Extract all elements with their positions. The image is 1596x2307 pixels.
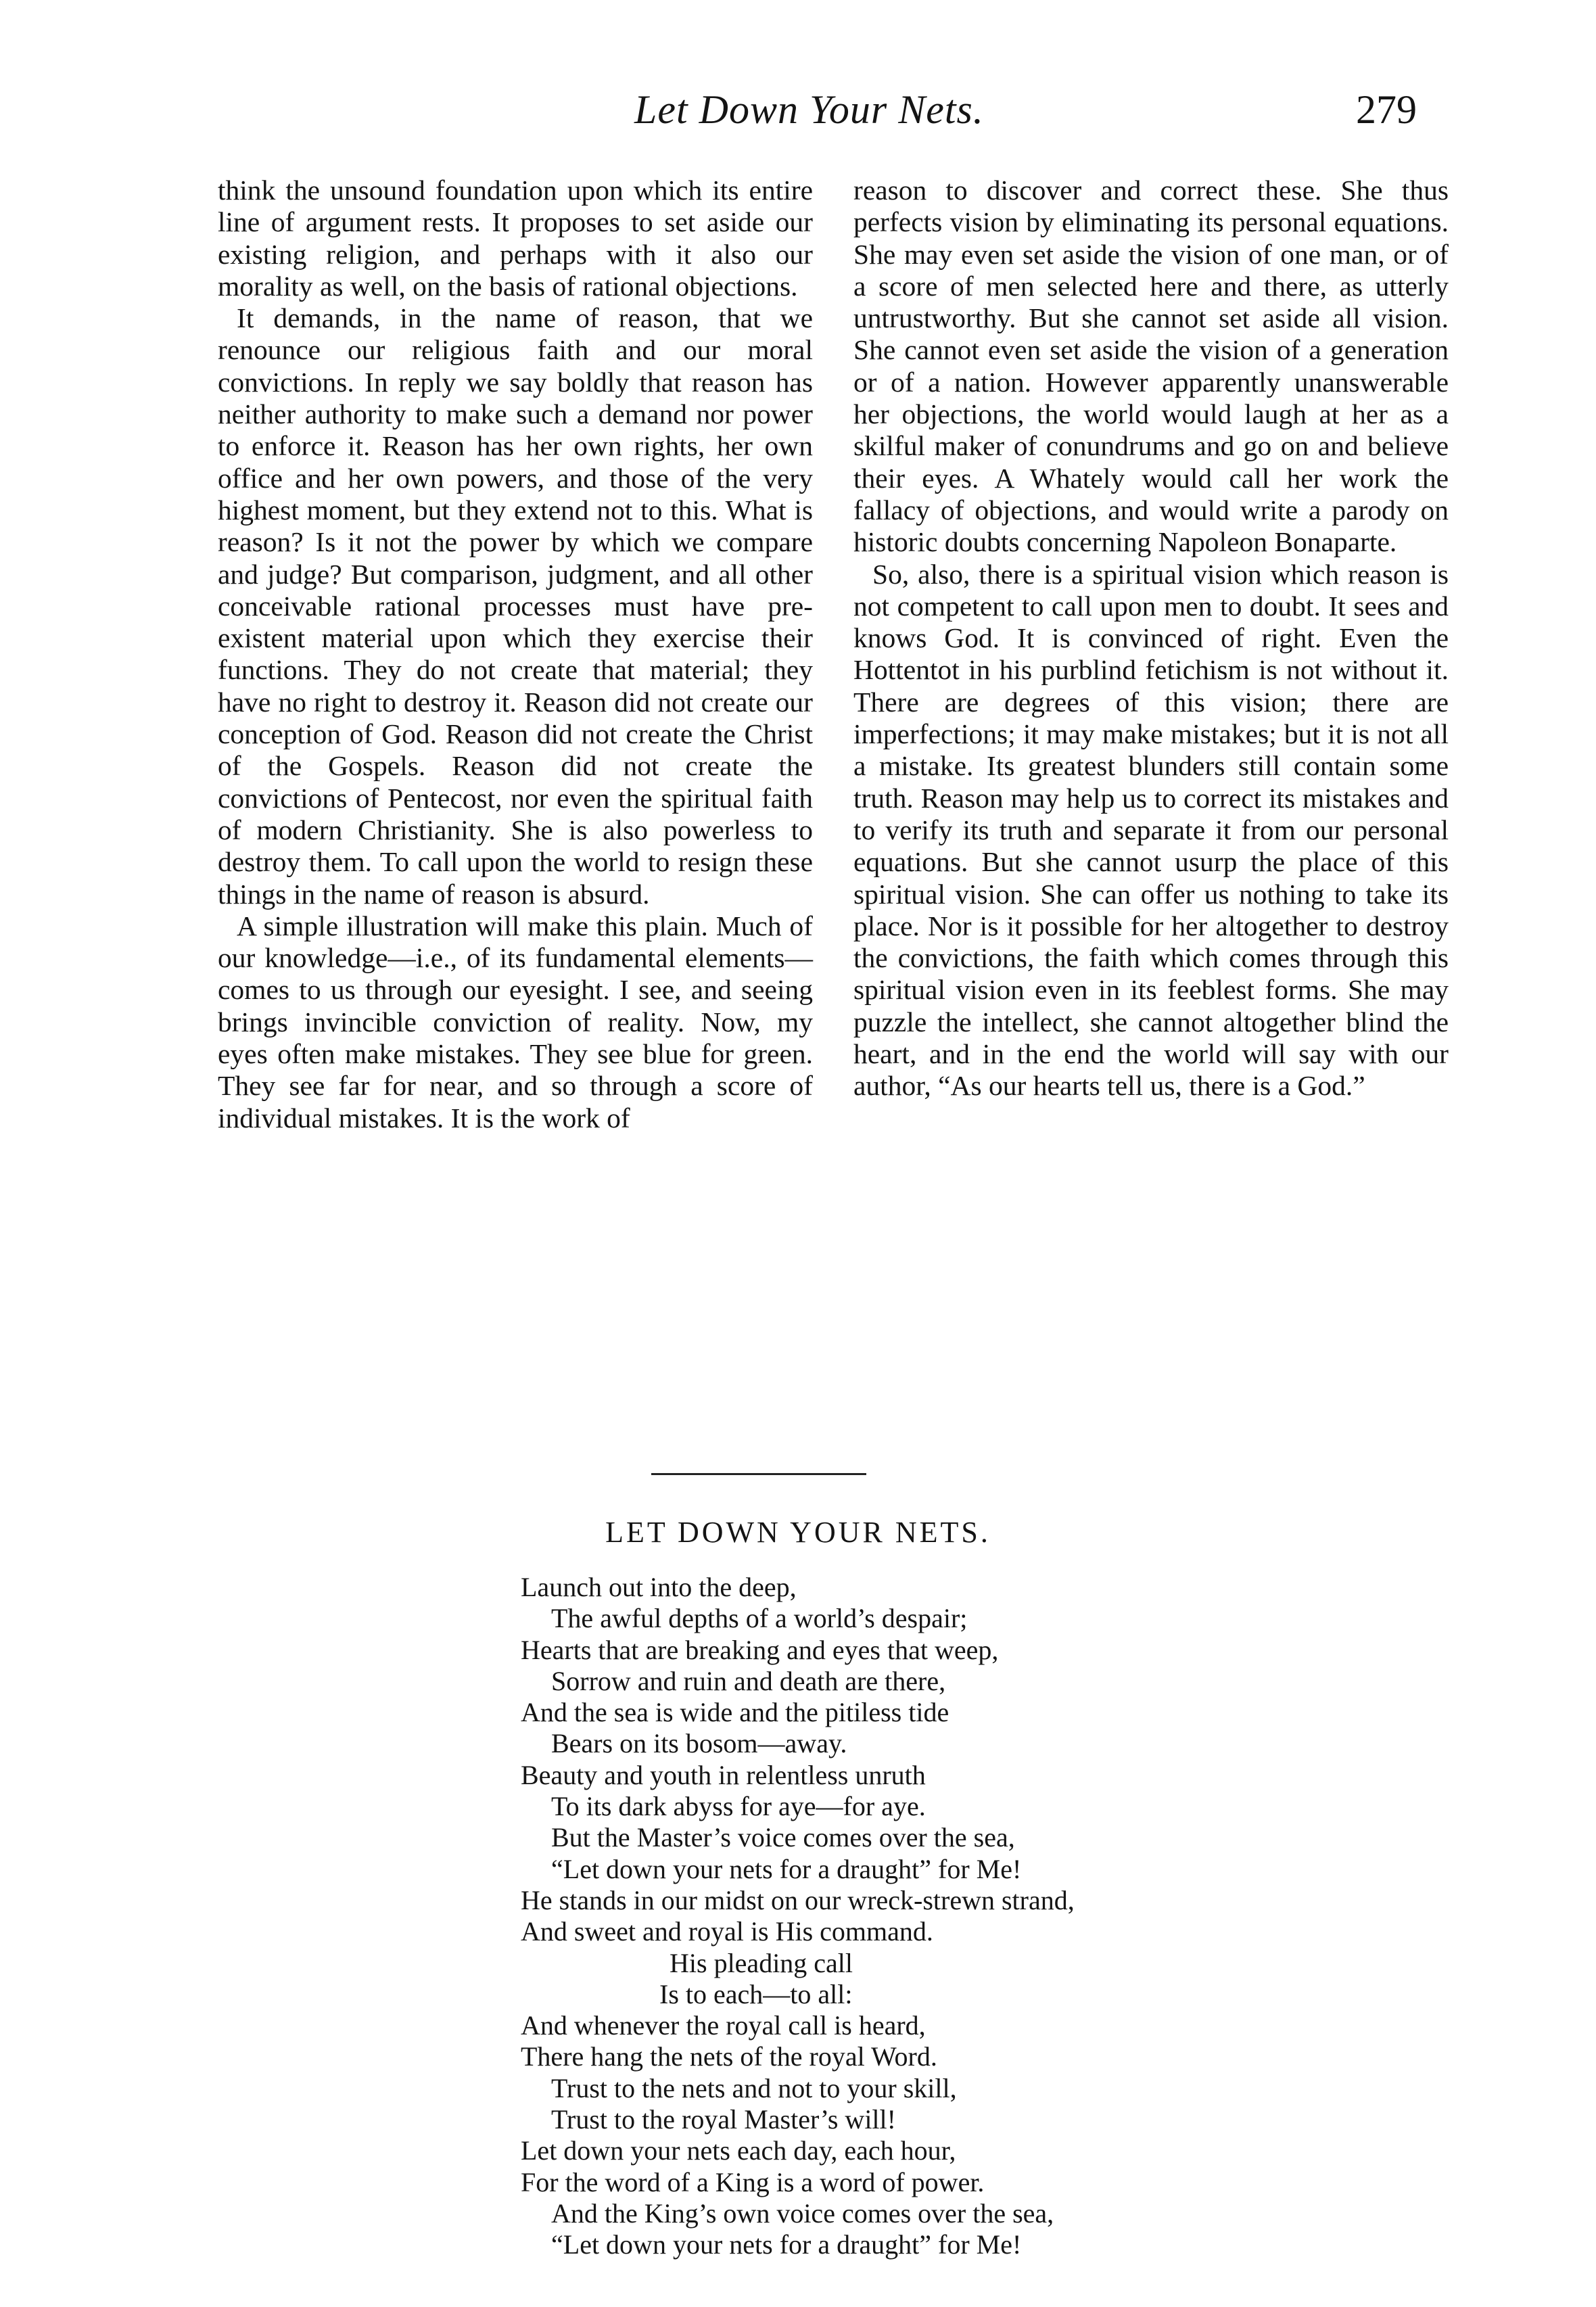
poem-line: And whenever the royal call is heard,	[521, 2010, 926, 2041]
poem-line: Beauty and youth in relentless unruth	[521, 1759, 926, 1790]
page-number: 279	[1356, 87, 1417, 132]
poem-line: But the Master’s voice comes over the sea,	[551, 1822, 1015, 1853]
poem-line: And the King’s own voice comes over the sea,	[551, 2197, 1054, 2229]
poem	[521, 1572, 1508, 2261]
poem-line: And the sea is wide and the pitiless tide	[521, 1697, 949, 1728]
poem-line: And sweet and royal is His command.	[521, 1916, 933, 1947]
poem-line: Let down your nets each day, each hour,	[521, 2135, 956, 2166]
poem-line: Launch out into the deep,	[521, 1572, 797, 1602]
paragraph: It demands, in the name of reason, that we renounce our religious faith and our moral convictions. In reply we say boldly that reason has neither authority to make such a demand nor power to enforce it. Reason has her own rights, her own office and her own powers, and those of the very highest moment, but they extend not to this. What is reason? Is it not the power by which we compare and judge? But comparison, judgment, and all other conceivable rational processes must have pre-existent material upon which they exercise their functions. They do not create that material; they have no right to destroy it. Reason did not create our conception of God. Reason did not create the Christ of the Gospels. Reason did not create the convictions of Pentecost, nor even the spiritual faith of modern Christianity. She is also powerless to destroy them. To call upon the world to resign these things in the name of reason is absurd.	[218, 302, 813, 910]
paragraph: reason to discover and correct these. She thus perfects vision by eliminating its personal equations. She may even set aside the vision of one man, or of a score of men selected here and there, as utterly untrustworthy. But she cannot set aside all vision. She cannot even set aside the vision of a generation or of a nation. However apparently unanswerable her objections, the world would laugh at her as a skilful maker of conundrums and go on and believe their eyes. A Whately would call her work the fallacy of objections, and would write a parody on historic doubts concerning Napoleon Bonaparte.	[853, 174, 1449, 558]
poem-line: Trust to the nets and not to your skill,	[551, 2072, 957, 2103]
poem-line: There hang the nets of the royal Word.	[521, 2041, 937, 2072]
poem-line: “Let down your nets for a draught” for Me!	[551, 1853, 1022, 1884]
poem-title: LET DOWN YOUR NETS.	[605, 1516, 991, 1549]
left-column	[218, 174, 813, 1134]
poem-line: The awful depths of a world’s despair;	[551, 1603, 968, 1634]
poem-line: Is to each—to all:	[659, 1978, 853, 2009]
poem-line: He stands in our midst on our wreck-strewn strand,	[521, 1884, 1075, 1915]
poem-line: “Let down your nets for a draught” for Me!	[551, 2229, 1022, 2260]
poem-line: Trust to the royal Master’s will!	[551, 2104, 896, 2135]
paragraph: think the unsound foundation upon which its entire line of argument rests. It proposes to set aside our existing religion, and perhaps with it also our morality as well, on the basis of rational objections.	[218, 174, 813, 302]
poem-line: Sorrow and ruin and death are there,	[551, 1665, 946, 1696]
paragraph: A simple illustration will make this plain. Much of our knowledge—i.e., of its fundamental elements—comes to us through our eyesight. I see, and seeing brings invincible conviction of reality. Now, my eyes often make mistakes. They see blue for green. They see far for near, and so through a score of individual mistakes. It is the work of	[218, 910, 813, 1134]
poem-line: For the word of a King is a word of power.	[521, 2166, 985, 2197]
poem-line: To its dark abyss for aye—for aye.	[551, 1791, 926, 1822]
paragraph: So, also, there is a spiritual vision which reason is not competent to call upon men to doubt. It sees and knows God. It is convinced of right. Even the Hottentot in his purblind fetichism is not without it. There are degrees of this vision; there are imperfections; it may make mistakes; but it is not all a mistake. Its greatest blunders still contain some truth. Reason may help us to correct its mistakes and to verify its truth and separate it from our personal equations. But she cannot usurp the place of this spiritual vision. She can offer us nothing to take its place. Nor is it possible for her altogether to destroy the convictions, the faith which comes through this spiritual vision even in its feeblest forms. She may puzzle the intellect, she cannot altogether blind the heart, and in the end the world will say with our author, “As our hearts tell us, there is a God.”	[853, 558, 1449, 1102]
poem-line: Hearts that are breaking and eyes that weep,	[521, 1634, 999, 1665]
running-title: Let Down Your Nets.	[634, 87, 984, 132]
page-header	[0, 87, 1596, 141]
poem-line: His pleading call	[670, 1947, 853, 1978]
section-divider	[651, 1473, 866, 1475]
right-column	[853, 174, 1449, 1102]
poem-line: Bears on its bosom—away.	[551, 1728, 847, 1759]
